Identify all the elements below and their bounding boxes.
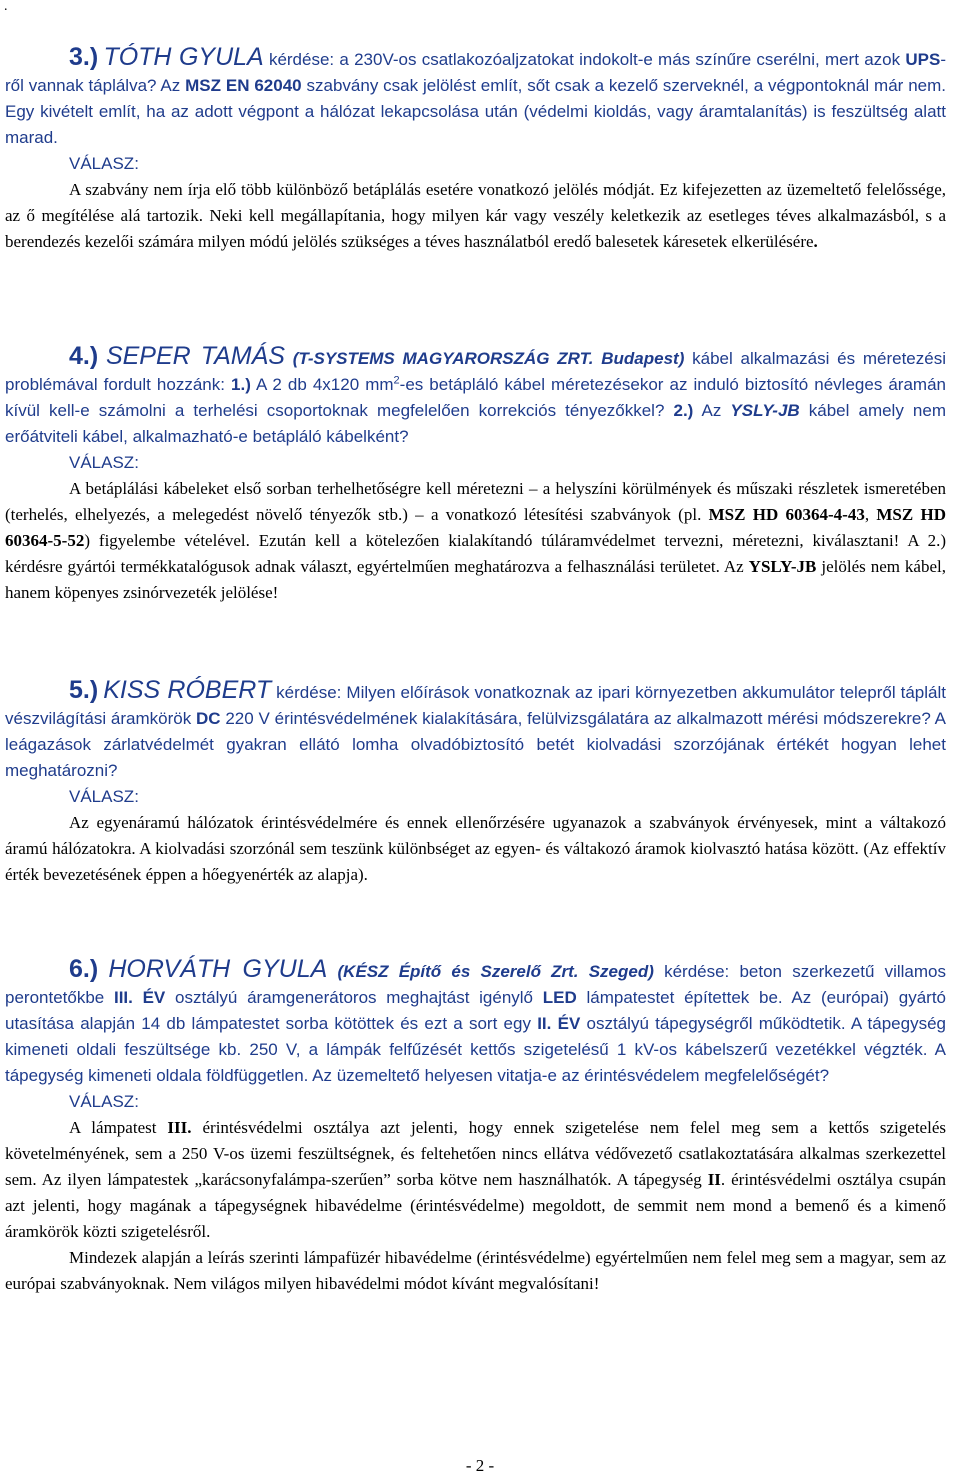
question-number: 5.) [69, 676, 99, 704]
question-6-text: 6.) HORVÁTH GYULA (KÉSZ Építő és Szerelő Zrt. Szeged) kérdése: beton szerkezetű villamos perontetőkbe III. ÉV osztályú áramgenerátoros meghajtást igénylő LED lámpatestet építettek be. Az (európai) gyártó utasítása alapján 14 db lámpatestet sorba kötöttek és ezt a sort egy II. ÉV osztályú tápegységről működtetik. A tápegység kimeneti oldali feszültsége kb. 250 V, a lámpák felfűzését kettős szigetelésű 1 kV-os kábelszerű vezetékkel végzték. A tápegység kimeneti oldala földfüggetlen. Az üzemeltető helyesen vitatja-e az érintésvédelem megfelelőségét? [5, 955, 947, 1085]
page-mark: . [4, 0, 8, 14]
question-5-text: 5.) KISS RÓBERT kérdése: Milyen előírások vonatkoznak az ipari környezetben akkumulátor telepről táplált vészvilágítási áramkörök DC 220 V érintésvédelmének kialakítására, felülvizsgálatára az alkalmazott mérési módszerekre? A leágazások zárlatvédelmét gyakran ellátó lomha olvadóbiztosító betét kiolvadási szorzójának értékét hogyan lehet meghatározni? [5, 676, 947, 780]
organization: (T-SYSTEMS MAGYARORSZÁG ZRT. [284, 349, 594, 368]
question-3 [5, 44, 946, 255]
question-number: 4.) [69, 342, 99, 370]
answer-text-2: Mindezek alapján a leírás szerinti lámpafüzér hibavédelme (érintésvédelme) egyértelműen nem felel meg sem a magyar, sem az európai szabványoknak. Nem világos milyen hibavédelmi módot kívánt megvalósítani! [5, 1248, 946, 1293]
answer-label: VÁLASZ: [69, 154, 139, 173]
question-6 [5, 956, 946, 1297]
standard-ref: MSZ EN 62040 [185, 76, 302, 95]
question-4-text: 4.) SEPER TAMÁS (T-SYSTEMS MAGYARORSZÁG ZRT. Budapest) kábel alkalmazási és méretezési problémával fordult hozzánk: 1.) A 2 db 4x120 $mm^2-es$ betápláló kábel méretezésekor az induló biztosító névleges áramán kívül kell-e számolni a terhelési csoportoknak megfelelően korrekciós tényezőkkel? 2.) Az YSLY-JB kábel amely nem erőátviteli kábel, alkalmazható-e betápláló kábelként? [5, 342, 946, 446]
answer-label: VÁLASZ: [69, 453, 139, 472]
page-number: - 2 - [465, 1456, 495, 1475]
organization: (KÉSZ Építő és Szerelő Zrt. Szeged) [327, 962, 654, 981]
asker-name: TÓTH GYULA [103, 43, 264, 71]
question-number: 3.) [69, 43, 99, 71]
answer-text: A szabvány nem írja elő több különböző betáplálás esetére vonatkozó jelölés módját. Ez kifejezetten az üzemeltető felelőssége, az ő megítélése alá tartozik. Neki kell megállapítania, hogy milyen kár vagy veszély keletkezik az esetleges téves alkalmazásból, s a berendezés kezelői számára milyen módú jelölés szükséges a téves használatból eredő balesetek káresetek elkerülésére. [5, 180, 946, 251]
question-4 [5, 343, 946, 606]
question-number: 6.) [69, 955, 99, 983]
question-3-text: 3.) TÓTH GYULA kérdése: a 230V-os csatlakozóaljzatokat indokolt-e más színűre cserélni, mert azok UPS-ről vannak táplálva? Az MSZ EN 62040 szabvány csak jelölést említ, sőt csak a kezelő szerveknél, a végpontoknál már nem. Egy kivételt említ, ha az adott végpont a hálózat lekapcsolása után (védelmi kioldás, vagy áramtalanítás) is feszültség alatt marad. [5, 43, 946, 147]
answer-label: VÁLASZ: [69, 787, 139, 806]
answer-label: VÁLASZ: [69, 1092, 139, 1111]
asker-name: SEPER TAMÁS [105, 342, 285, 370]
answer-text: Az egyenáramú hálózatok érintésvédelmére és ennek ellenőrzésére ugyanazok a szabványok érvényesek, mint a váltakozó áramú hálózatokra. A kiolvadási szorzónál sem teszünk különbséget az egyen- és váltakozó áramok kiolvasztó hatása között. (Az effektív érték bevezetésének éppen a hőegyenérték az alapja). [5, 813, 946, 884]
asker-name: KISS RÓBERT [103, 676, 272, 704]
answer-text: A betáplálási kábeleket első sorban terhelhetőségre kell méretezni – a helyszíni körülmények és műszaki részletek ismeretében (terhelés, elhelyezés, a melegedést növelő tényezők stb.) – a vonatkozó létesítési szabványok (pl. MSZ HD 60364-4-43, MSZ HD 60364-5-52) figyelembe vételével. Ezután kell a kötelezően kialakítandó túláramvédelmet tervezni, méretezni, kiválasztani! A 2.) kérdésre gyártói termékkatalógusok adnak választ, egyértelműen meghatározva a felhasználási területet. Az YSLY-JB jelölés nem kábel, hanem köpenyes zsinórvezeték jelölése! [5, 479, 947, 602]
question-5 [5, 677, 946, 888]
asker-name: HORVÁTH GYULA [108, 955, 328, 983]
answer-text: A lámpatest III. érintésvédelmi osztálya azt jelenti, hogy ennek szigetelése nem felel meg sem a kettős szigetelés követelményének, sem a 250 V-os üzemi feszültségnek, és feltehetően nincs ellátva védővezető csatlakoztatására alkalmas szerkezettel sem. Az ilyen lámpatestek „karácsonyfalámpa-szerűen” sorba kötve nem használhatók. A tápegység II. érintésvédelmi osztálya csupán azt jelenti, hogy magának a tápegységnek hibavédelme (érintésvédelme) megoldott, de semmit nem mond a bemenő és a kimenő áramkörök közti szigetelésről. [5, 1118, 946, 1241]
